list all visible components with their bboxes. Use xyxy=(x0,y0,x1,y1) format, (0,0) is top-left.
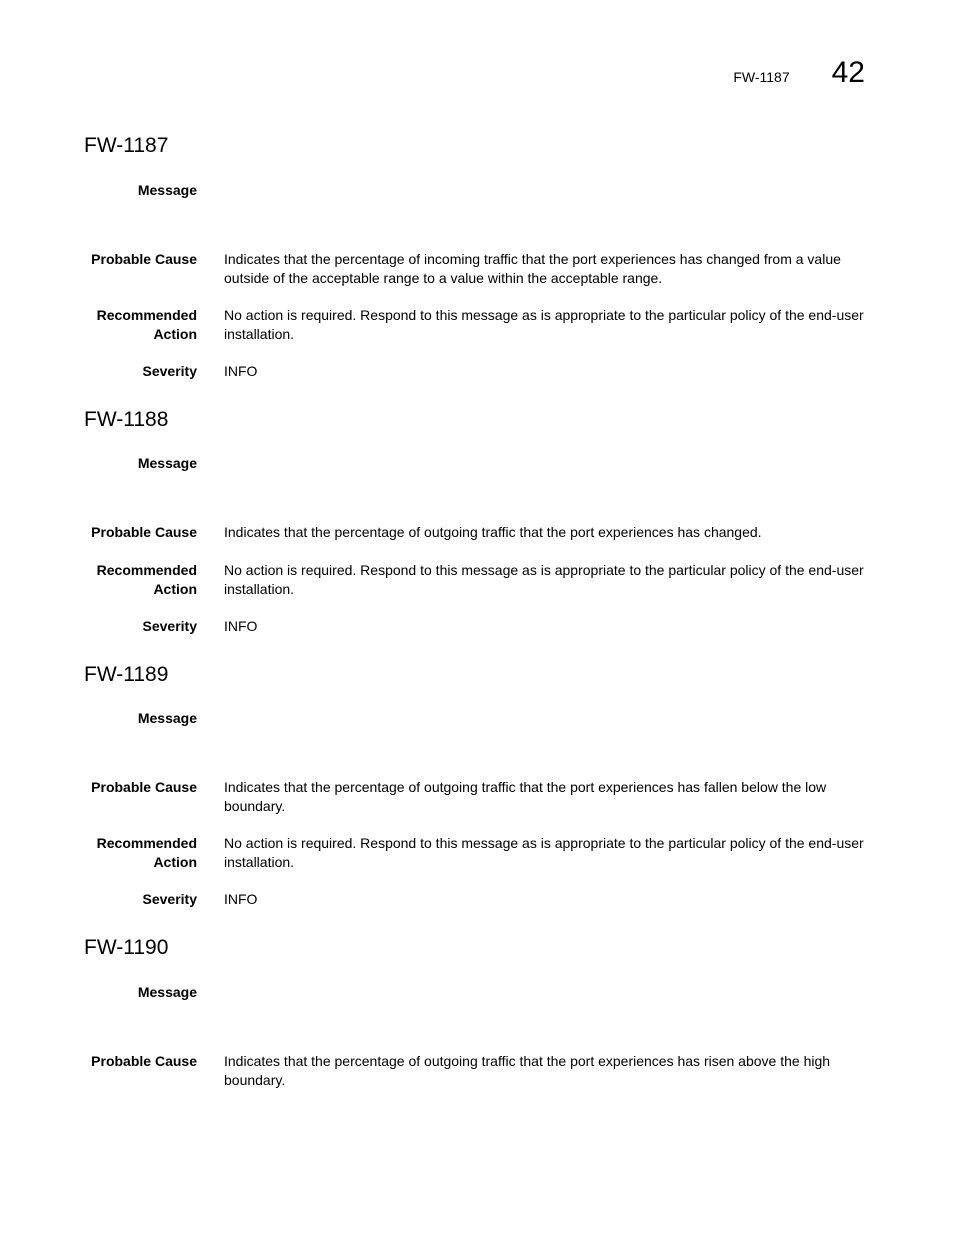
severity-value: INFO xyxy=(224,891,258,907)
probable-cause-text: Indicates that the percentage of outgoing traffic that the port experiences has changed. xyxy=(224,524,762,540)
message-section xyxy=(84,663,870,907)
section-title: FW-1188 xyxy=(84,408,169,431)
recommended-action-row xyxy=(84,561,870,599)
recommended-label-line1: Recommended xyxy=(96,835,197,851)
severity-label: Severity xyxy=(142,891,197,907)
probable-cause-text: Indicates that the percentage of outgoing traffic that the port experiences has risen above the high boundary. xyxy=(224,1053,831,1088)
severity-row xyxy=(84,617,870,636)
probable-cause-row xyxy=(84,778,870,816)
severity-value: INFO xyxy=(224,618,258,634)
recommended-label-line2: Action xyxy=(153,854,197,870)
recommended-action-text: No action is required. Respond to this message as is appropriate to the particular policy of the end-user installation. xyxy=(224,562,864,597)
severity-label: Severity xyxy=(142,363,197,379)
message-label: Message xyxy=(137,455,197,471)
section-title: FW-1189 xyxy=(84,663,169,686)
probable-cause-label: Probable Cause xyxy=(91,779,197,795)
severity-row xyxy=(84,890,870,909)
message-row xyxy=(84,454,197,473)
recommended-action-text: No action is required. Respond to this message as is appropriate to the particular policy of the end-user installation. xyxy=(224,307,864,342)
recommended-label-line1: Recommended xyxy=(96,307,197,323)
probable-cause-text: Indicates that the percentage of outgoing traffic that the port experiences has fallen below the low boundary. xyxy=(224,779,827,814)
probable-cause-label: Probable Cause xyxy=(91,524,197,540)
message-label: Message xyxy=(137,182,197,198)
recommended-action-text: No action is required. Respond to this message as is appropriate to the particular policy of the end-user installation. xyxy=(224,835,864,870)
section-title: FW-1187 xyxy=(84,134,169,157)
severity-value: INFO xyxy=(224,363,258,379)
message-section xyxy=(84,408,870,634)
message-row xyxy=(84,709,197,728)
probable-cause-label: Probable Cause xyxy=(91,251,197,267)
recommended-label-line2: Action xyxy=(153,581,197,597)
recommended-action-label xyxy=(84,306,197,344)
probable-cause-label: Probable Cause xyxy=(91,1053,197,1069)
running-header xyxy=(733,56,865,90)
recommended-action-row xyxy=(84,306,870,344)
probable-cause-row xyxy=(84,250,870,288)
message-label: Message xyxy=(137,984,197,1000)
message-row xyxy=(84,181,197,200)
message-section xyxy=(84,134,870,379)
message-section xyxy=(84,936,870,1088)
message-label: Message xyxy=(137,710,197,726)
severity-label: Severity xyxy=(142,618,197,634)
running-title: FW-1187 xyxy=(733,69,790,85)
recommended-action-label xyxy=(84,561,197,599)
severity-row xyxy=(84,362,870,381)
recommended-label-line2: Action xyxy=(153,326,197,342)
recommended-action-label xyxy=(84,834,197,872)
probable-cause-text: Indicates that the percentage of incoming traffic that the port experiences has changed from a value outside of the acceptable range to a value within the acceptable range. xyxy=(224,251,841,286)
probable-cause-row xyxy=(84,1052,870,1090)
message-row xyxy=(84,983,197,1002)
chapter-number: 42 xyxy=(831,56,865,89)
recommended-action-row xyxy=(84,834,870,872)
probable-cause-row xyxy=(84,523,870,542)
section-title: FW-1190 xyxy=(84,936,169,959)
recommended-label-line1: Recommended xyxy=(96,562,197,578)
